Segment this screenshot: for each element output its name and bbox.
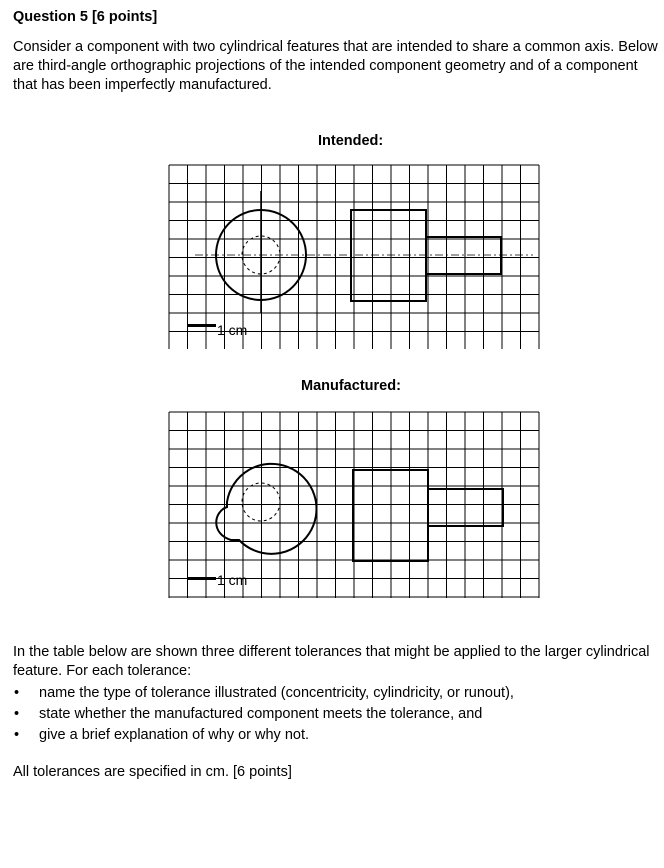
list-item: • name the type of tolerance illustrated (concentricity, cylindricity, or runout),	[14, 685, 514, 701]
list-item: • state whether the manufactured component meets the tolerance, and	[14, 706, 483, 722]
manufactured-scale-label: 1 cm	[217, 572, 248, 588]
question-title: Question 5 [6 points]	[13, 9, 158, 25]
list-item: • give a brief explanation of why or why not.	[14, 727, 310, 743]
manufactured-scale-bar	[188, 577, 216, 580]
intended-drawing	[169, 165, 539, 349]
table-intro-paragraph: In the table below are shown three different tolerances that might be applied to the larger cylindrical feature. For each tolerance:	[13, 644, 650, 679]
intended-large-cylinder-side	[351, 210, 426, 301]
units-note: All tolerances are specified in cm. [6 points]	[13, 764, 292, 780]
manufactured-large-profile	[216, 464, 316, 554]
intended-scale-bar	[188, 324, 216, 327]
question-intro: Consider a component with two cylindrical features that are intended to share a common axis. Below are third-angle orthographic projections of the intended component geometry and of a component that has been imperfectly manufactured.	[13, 39, 658, 93]
manufactured-figure-label: Manufactured:	[301, 378, 401, 394]
intended-figure-label: Intended:	[318, 133, 384, 149]
intended-scale-label: 1 cm	[217, 322, 248, 338]
intended-small-cylinder-side	[426, 237, 501, 274]
manufactured-drawing	[169, 412, 539, 598]
instruction-list	[13, 684, 514, 747]
